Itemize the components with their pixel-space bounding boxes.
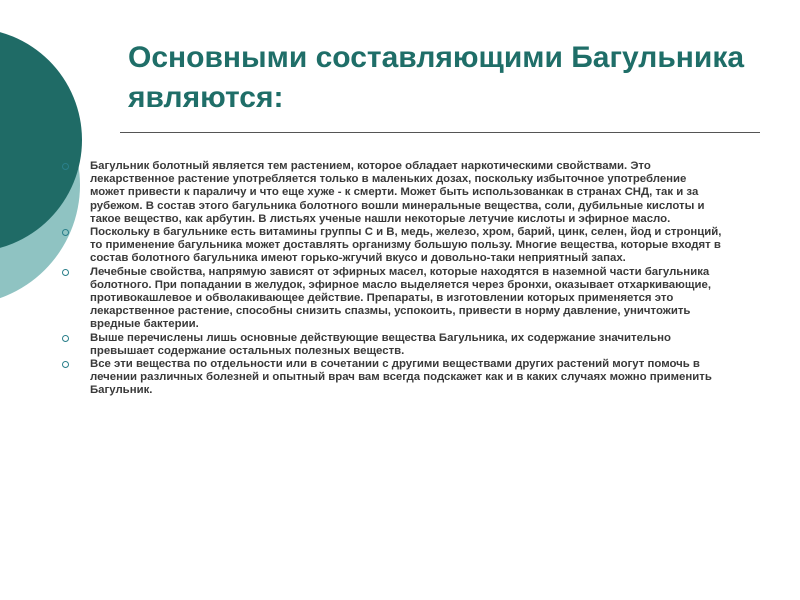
bullet-item <box>62 266 722 332</box>
bullet-item <box>62 226 722 266</box>
bullet-circle-icon <box>62 335 69 342</box>
bullet-text: Поскольку в багульнике есть витамины группы С и В, медь, железо, хром, барий, цинк, селен, йод и стронций, то применение багульника может доставлять организму большую пользу. Многие вещества, которые входят в состав болотного багульника имеют горько-жгучий вкусо и довольно-таки неприятный запах. <box>90 226 722 265</box>
bullet-item <box>62 160 722 226</box>
bullet-item <box>62 332 722 358</box>
bullet-circle-icon <box>62 163 69 170</box>
title-divider <box>120 132 760 133</box>
bullet-list <box>62 160 722 398</box>
slide-title: Основными составляющими Багульника являются: <box>128 41 745 114</box>
bullet-item <box>62 358 722 398</box>
bullet-circle-icon <box>62 361 69 368</box>
bullet-circle-icon <box>62 229 69 236</box>
bullet-text: Все эти вещества по отдельности или в сочетании с другими веществами других растений могут помочь в лечении различных болезней и опытный врач вам всегда подскажет как и в каких случаях можно применить Багульник. <box>90 358 712 397</box>
bullet-text: Багульник болотный является тем растением, которое обладает наркотическими свойствами. Это лекарственное растение употребляется только в маленьких дозах, поскольку избыточное употребление может привести к параличу и что еще хуже - к смерти. Может быть использованкак в странах СНД, так и за рубежом. В состав этого багульника болотного вошли минеральные вещества, соли, дубильные кислоты и такое вещество, как арбутин. В листьях ученые нашли некоторые летучие кислоты и эфирное масло. <box>90 160 705 225</box>
bullet-text: Выше перечислены лишь основные действующие вещества Багульника, их содержание значительно превышает содержание остальных полезных веществ. <box>90 331 672 357</box>
bullet-text: Лечебные свойства, напрямую зависят от эфирных масел, которые находятся в наземной части багульника болотного. При попадании в желудок, эфирное масло выделяется через бронхи, оказывает отхаркивающие, противокашлевое и обволакивающее действие. Препараты, в изготовлении которых применяется это лекарственное растение, способны снизить спазмы, успокоить, привести в норму давление, уничтожить вредные бактерии. <box>90 265 711 331</box>
bullet-circle-icon <box>62 269 69 276</box>
